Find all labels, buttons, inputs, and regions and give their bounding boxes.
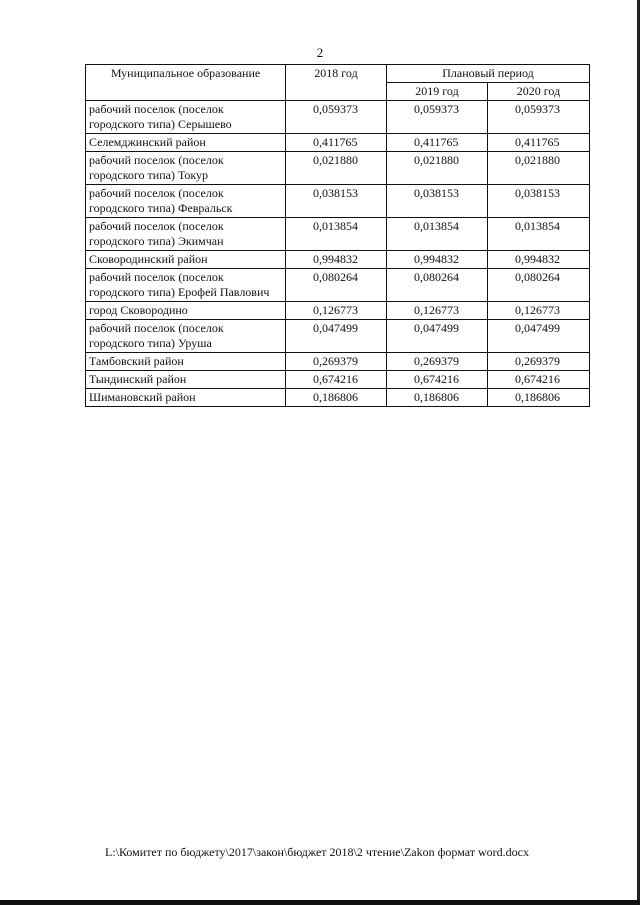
value-2018-cell: 0,080264	[286, 269, 387, 302]
value-2019-cell: 0,047499	[387, 320, 488, 353]
value-2019-cell: 0,013854	[387, 218, 488, 251]
municipality-cell: Тамбовский район	[86, 353, 286, 371]
value-2020-cell: 0,038153	[488, 185, 590, 218]
value-2019-cell: 0,411765	[387, 134, 488, 152]
value-2018-cell: 0,021880	[286, 152, 387, 185]
municipality-cell: рабочий поселок (поселок городского типа) Февральск	[86, 185, 286, 218]
value-2019-cell: 0,059373	[387, 101, 488, 134]
table-row	[86, 185, 590, 218]
value-2020-cell: 0,059373	[488, 101, 590, 134]
footer-file-path: L:\Комитет по бюджету\2017\закон\бюджет 2018\2 чтение\Zakon формат word.docx	[105, 845, 529, 859]
header-2020: 2020 год	[488, 83, 590, 101]
value-2019-cell: 0,186806	[387, 389, 488, 407]
table-row	[86, 134, 590, 152]
value-2019-cell: 0,038153	[387, 185, 488, 218]
table-row	[86, 218, 590, 251]
value-2018-cell: 0,038153	[286, 185, 387, 218]
table-row	[86, 251, 590, 269]
municipality-cell: Тындинский район	[86, 371, 286, 389]
value-2020-cell: 0,269379	[488, 353, 590, 371]
value-2020-cell: 0,411765	[488, 134, 590, 152]
municipality-cell: рабочий поселок (поселок городского типа) Уруша	[86, 320, 286, 353]
value-2018-cell: 0,674216	[286, 371, 387, 389]
table-row	[86, 371, 590, 389]
scan-edge-bottom	[0, 900, 640, 905]
value-2018-cell: 0,269379	[286, 353, 387, 371]
value-2019-cell: 0,269379	[387, 353, 488, 371]
value-2020-cell: 0,674216	[488, 371, 590, 389]
header-municipality: Муниципальное образование	[86, 65, 286, 101]
table-row	[86, 302, 590, 320]
municipality-cell: город Сковородино	[86, 302, 286, 320]
value-2018-cell: 0,994832	[286, 251, 387, 269]
table-row	[86, 389, 590, 407]
value-2018-cell: 0,126773	[286, 302, 387, 320]
value-2019-cell: 0,080264	[387, 269, 488, 302]
value-2019-cell: 0,994832	[387, 251, 488, 269]
value-2018-cell: 0,059373	[286, 101, 387, 134]
table-row	[86, 353, 590, 371]
value-2018-cell: 0,186806	[286, 389, 387, 407]
header-plan-period: Плановый период	[387, 65, 590, 83]
table-row	[86, 320, 590, 353]
value-2020-cell: 0,126773	[488, 302, 590, 320]
value-2018-cell: 0,013854	[286, 218, 387, 251]
value-2018-cell: 0,411765	[286, 134, 387, 152]
page-number: 2	[316, 45, 324, 60]
value-2020-cell: 0,080264	[488, 269, 590, 302]
municipality-cell: Шимановский район	[86, 389, 286, 407]
value-2020-cell: 0,994832	[488, 251, 590, 269]
value-2020-cell: 0,047499	[488, 320, 590, 353]
table-body	[86, 101, 590, 407]
municipality-cell: рабочий поселок (поселок городского типа) Токур	[86, 152, 286, 185]
header-2018: 2018 год	[286, 65, 387, 101]
value-2019-cell: 0,674216	[387, 371, 488, 389]
value-2020-cell: 0,186806	[488, 389, 590, 407]
municipality-cell: рабочий поселок (поселок городского типа) Серышево	[86, 101, 286, 134]
municipality-cell: рабочий поселок (поселок городского типа) Экимчан	[86, 218, 286, 251]
header-2019: 2019 год	[387, 83, 488, 101]
table-row	[86, 152, 590, 185]
budget-table	[85, 64, 590, 407]
value-2020-cell: 0,021880	[488, 152, 590, 185]
value-2018-cell: 0,047499	[286, 320, 387, 353]
value-2020-cell: 0,013854	[488, 218, 590, 251]
municipality-cell: рабочий поселок (поселок городского типа) Ерофей Павлович	[86, 269, 286, 302]
table-row	[86, 269, 590, 302]
value-2019-cell: 0,126773	[387, 302, 488, 320]
value-2019-cell: 0,021880	[387, 152, 488, 185]
municipality-cell: Сковородинский район	[86, 251, 286, 269]
municipality-cell: Селемджинский район	[86, 134, 286, 152]
table-row	[86, 101, 590, 134]
